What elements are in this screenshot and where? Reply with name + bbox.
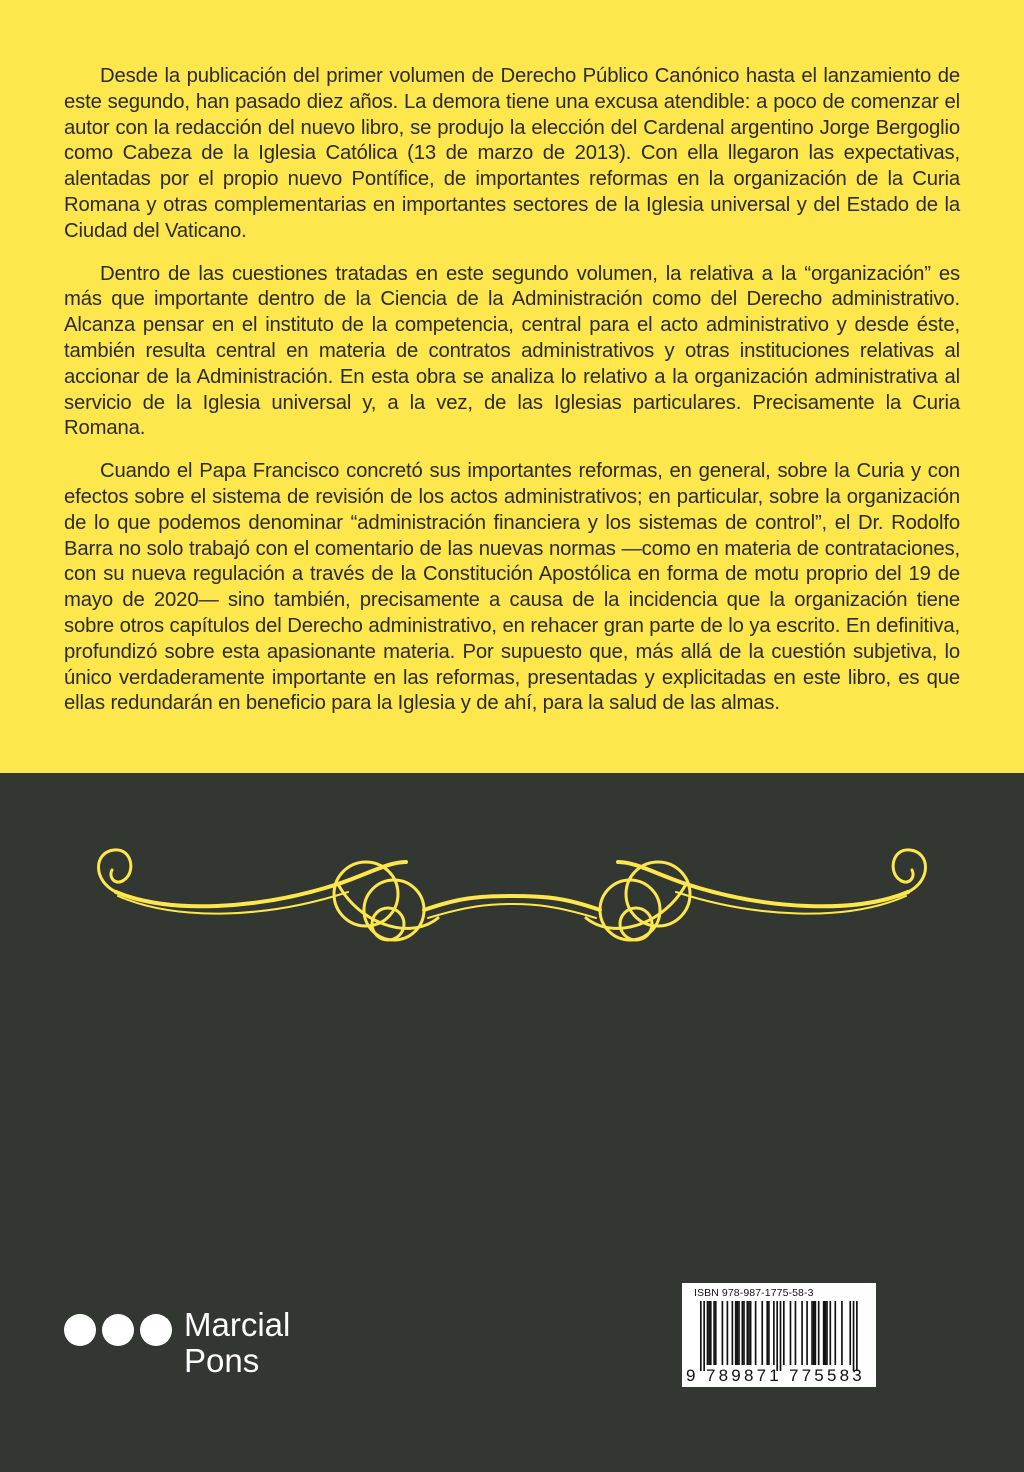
- barcode-bar: [853, 1301, 855, 1371]
- barcode-bar: [790, 1301, 792, 1365]
- barcode-bar: [834, 1301, 836, 1365]
- barcode-bar: [707, 1301, 709, 1365]
- barcode-bar: [795, 1301, 797, 1365]
- barcode-bar: [776, 1301, 778, 1371]
- publisher-name-line1: Marcial: [184, 1306, 291, 1343]
- logo-dot: [64, 1314, 96, 1346]
- barcode-bar: [748, 1301, 750, 1365]
- barcode-bar: [738, 1301, 740, 1365]
- barcode-bar: [722, 1301, 724, 1365]
- barcode-bar: [710, 1301, 712, 1365]
- barcode-bar: [746, 1301, 748, 1365]
- barcode-right-digits: 775583: [789, 1366, 865, 1385]
- barcode-bar: [813, 1301, 815, 1365]
- barcode-bar: [742, 1301, 744, 1365]
- barcode-bar: [825, 1301, 827, 1365]
- paragraph-1: Desde la publicación del primer volumen de Derecho Público Canónico hasta el lanzamiento de este segundo, han pasado diez años. La demora tiene una excusa atendible: a poco de comenzar el autor con la redacción del nuevo libro, se produjo la elección del Cardenal argentino Jorge Bergoglio como Cabeza de la Iglesia Católica (13 de marzo de 2013). Con ella llegaron las expectativas, alentadas por el propio nuevo Pontífice, de importantes reformas en la organización de la Curia Romana y otras complementarias en importantes sectores de la Iglesia universal y del Estado de la Ciudad del Vaticano.: [64, 65, 960, 242]
- barcode-bar: [773, 1301, 775, 1365]
- logo-dot: [140, 1314, 172, 1346]
- isbn-label: ISBN 978-987-1775-58-3: [694, 1287, 814, 1299]
- publisher-dots-icon: [64, 1310, 176, 1350]
- barcode-bar: [755, 1301, 757, 1365]
- barcode-bar: [780, 1301, 782, 1371]
- barcode-bar: [849, 1301, 851, 1365]
- barcode-bar: [801, 1301, 803, 1365]
- barcode-bar: [700, 1301, 702, 1371]
- flourish-ornament-icon: [88, 832, 936, 952]
- barcode-left-digits: 789871: [706, 1366, 782, 1385]
- barcode-bar: [708, 1301, 710, 1365]
- barcode-bar: [829, 1301, 831, 1365]
- logo-dot: [102, 1314, 134, 1346]
- barcode-bar: [768, 1301, 770, 1365]
- paragraph-2: Dentro de las cuestiones tratadas en este segundo volumen, la relativa a la “organización” es más que importante dentro de la Ciencia de la Administración como del Derecho administrativo. Alcanza pensar en el instituto de la competencia, central para el acto administrativo y desde éste, también resulta central en materia de contratos administrativos y otras instituciones relativas al accionar de la Administración. En esta obra se analiza lo relativo a la organización administrativa al servicio de la Iglesia universal y, a la vez, de las Iglesias particulares. Precisamente la Curia Romana.: [64, 262, 960, 440]
- publisher-name: [184, 1307, 290, 1379]
- barcode-bar: [727, 1301, 729, 1365]
- barcode-bar: [715, 1301, 717, 1365]
- publisher-name-line2: Pons: [184, 1342, 260, 1379]
- barcode-bar: [713, 1301, 715, 1365]
- barcode-bar: [841, 1301, 843, 1365]
- barcode-bar: [811, 1301, 813, 1365]
- barcode-bar: [735, 1301, 737, 1365]
- barcode-bar: [806, 1301, 808, 1365]
- back-cover-text: [64, 64, 960, 734]
- isbn-barcode: [682, 1283, 876, 1387]
- barcode-bar: [783, 1301, 785, 1365]
- barcode-bar: [737, 1301, 739, 1365]
- paragraph-3: Cuando el Papa Francisco concretó sus importantes reformas, en general, sobre la Curia y con efectos sobre el sistema de revisión de los actos administrativos; en particular, sobre la organización de lo que podemos denominar “administración financiera y los sistemas de control”, el Dr. Rodolfo Barra no solo trabajó con el comentario de las nuevas normas —como en materia de contrataciones, con su nueva regulación a través de la Constitución Apostólica en forma de motu proprio del 19 de mayo de 2020— sino también, precisamente a causa de la incidencia que la organización tiene sobre otros capítulos del Derecho administrativo, en rehacer gran parte de lo ya escrito. En definitiva, profundizó sobre esta apasionante materia. Por supuesto que, más allá de la cuestión subjetiva, lo único verdaderamente importante en las reformas, presentadas y explicitadas en este libro, es que ellas redundarán en beneficio para la Iglesia y de ahí, para la salud de las almas.: [64, 460, 960, 715]
- barcode-bar: [703, 1301, 705, 1371]
- publisher-logo: [64, 1306, 324, 1390]
- barcode-bar: [815, 1301, 817, 1365]
- barcode-bar: [766, 1301, 768, 1365]
- barcode-bar: [856, 1301, 858, 1371]
- barcode-bar: [743, 1301, 745, 1365]
- barcode-first-digit: 9: [686, 1366, 696, 1385]
- barcode-bar: [750, 1301, 752, 1365]
- barcode-bar: [761, 1301, 763, 1365]
- barcode-bar: [823, 1301, 825, 1365]
- barcode-bar: [732, 1301, 734, 1365]
- barcode-bar: [818, 1301, 820, 1365]
- barcode-bar: [826, 1301, 828, 1365]
